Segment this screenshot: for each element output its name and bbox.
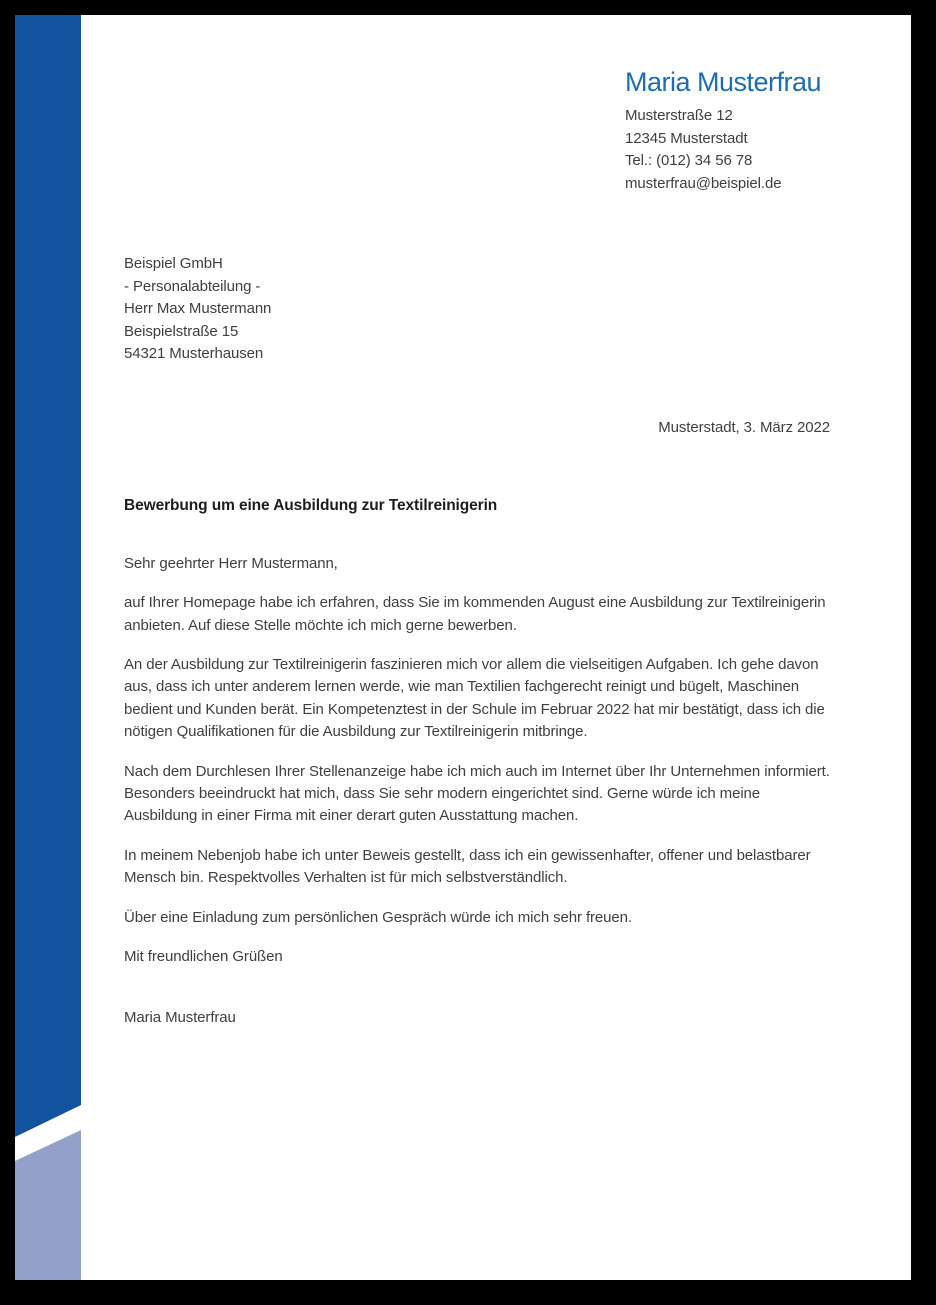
letter-body — [124, 417, 830, 1029]
dateline: Musterstadt, 3. März 2022 — [658, 419, 830, 436]
body-paragraph-5: Über eine Einladung zum persönlichen Gespräch würde ich mich sehr freuen. — [124, 908, 632, 926]
recipient-city: 54321 Musterhausen — [124, 345, 264, 363]
sender-street: Musterstraße 12 — [625, 107, 733, 124]
body-paragraph-1: auf Ihrer Homepage habe ich erfahren, dass Sie im kommenden August eine Ausbildung zur Textilreinigerin anbieten. Auf diese Stelle möchte ich mich gerne bewerben. — [124, 594, 826, 634]
body-paragraph-4: In meinem Nebenjob habe ich unter Beweis gestellt, dass ich ein gewissenhafter, offener und belastbarer Mensch bin. Respektvolles Verhalten ist für mich selbstverständlich. — [124, 846, 811, 887]
recipient-department: - Personalabteilung - — [124, 277, 261, 295]
sender-email: musterfrau@beispiel.de — [625, 174, 782, 192]
closing-formula: Mit freundlichen Grüßen — [124, 948, 283, 966]
recipient-contact-person: Herr Max Mustermann — [124, 300, 272, 318]
sender-block — [625, 65, 895, 195]
sender-city: 12345 Musterstadt — [625, 129, 748, 147]
body-paragraph-3: Nach dem Durchlesen Ihrer Stellenanzeige habe ich mich auch im Internet über Ihr Unternehmen informiert. Besonders beeindruckt hat mich, dass Sie sehr modern eingerichtet sind. Gerne würde ich meine Ausbildung in einer Firma mit einer derart guten Ausstattung machen. — [124, 762, 830, 825]
sender-name: Maria Musterfrau — [625, 67, 822, 97]
recipient-block — [124, 253, 271, 366]
letter-page — [15, 15, 911, 1280]
recipient-street: Beispielstraße 15 — [124, 322, 239, 340]
body-paragraph-2: An der Ausbildung zur Textilreinigerin faszinieren mich vor allem die vielseitigen Aufgaben. Ich gehe davon aus, dass ich unter anderem lernen werde, wie man Textilien fachgerecht reinigt und bügelt, Maschinen bedient und Kunden berät. Ein Kompetenztest in der Schule im Februar 2022 hat mir bestätigt, dass ich die nötigen Qualifikationen für die Ausbildung zur Textilreinigerin mitbringe. — [124, 656, 825, 741]
recipient-company: Beispiel GmbH — [124, 255, 223, 272]
signature-name: Maria Musterfrau — [124, 1008, 236, 1026]
sidebar-stripe-blue — [15, 15, 81, 1137]
sidebar-stripe-lavender — [15, 1130, 81, 1280]
subject-line: Bewerbung um eine Ausbildung zur Textilreinigerin — [124, 497, 498, 515]
salutation: Sehr geehrter Herr Mustermann, — [124, 554, 338, 572]
sender-phone: Tel.: (012) 34 56 78 — [625, 152, 753, 170]
